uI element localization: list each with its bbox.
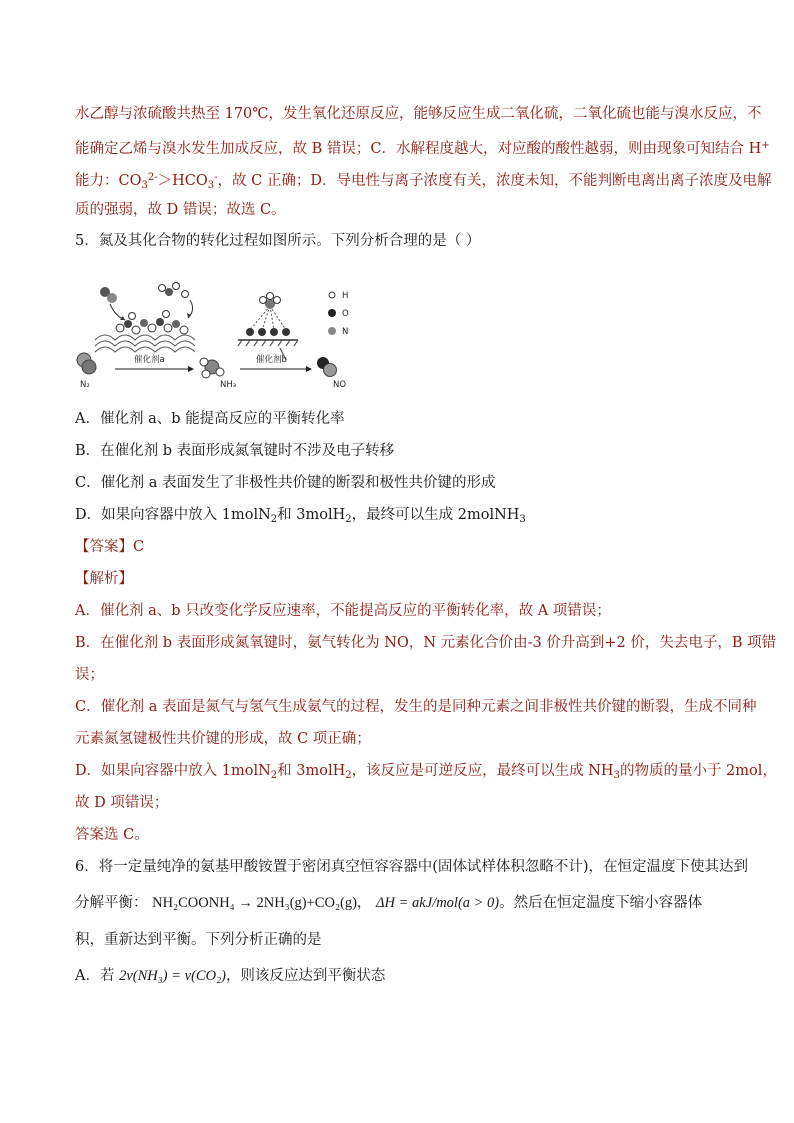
n2-label: N₂ — [80, 380, 90, 390]
q5-analysis-c-2: 元素氮氢键极性共价键的形成，故 C 项正确； — [75, 731, 371, 747]
catalyst-a-surface — [95, 311, 195, 353]
incoming-molecules — [100, 283, 193, 321]
legend-h-label: H — [342, 291, 349, 301]
q5-analysis-b-1: B．在催化剂 b 表面形成氮氧键时，氨气转化为 NO，N 元素化合价由-3 价升高到+2 价，失去电子，B 项错 — [75, 635, 777, 651]
legend-n-label: N — [342, 327, 349, 337]
prev-analysis-line-3: 能力：$CO_3^{2-}>HCO_3^-$，故 C 正确；D．导电性与离子浓度有关，浓度未知，不能判断电离出离子浓度及电解 — [75, 172, 772, 191]
q5-analysis-conclusion: 答案选 C。 — [75, 827, 149, 843]
q5-answer: 【答案】C — [75, 539, 145, 555]
rate-equation: 2v(NH₃) = v(CO₂) — [119, 968, 226, 984]
no-molecule — [317, 357, 337, 377]
reaction-diagram — [70, 268, 370, 394]
question-6-stem-1: 6．将一定量纯净的氨基甲酸铵置于密闭真空恒容容器中(固体试样体积忽略不计)，在恒定温度下使其达到 — [75, 859, 749, 875]
q5-analysis-d-2: 故 D 项错误； — [75, 795, 169, 811]
nh3-molecule — [200, 358, 224, 378]
q5-option-c: C．催化剂 a 表面发生了非极性共价键的断裂和极性共价键的形成 — [75, 475, 496, 491]
question-6-stem-3: 积，重新达到平衡。下列分析正确的是 — [75, 932, 322, 948]
prev-analysis-line-2: 能确定乙烯与溴水发生加成反应，故 B 错误；C．水解程度越大，对应酸的酸性越弱，则由现象可知结合 H+ — [75, 140, 770, 157]
question-6-stem-2: 分解平衡： NH₂COONH₄ → 2NH₃(g)+CO₂(g)， ΔH = akJ/mol(a > 0)。然后在恒定温度下缩小容器体 — [75, 895, 703, 911]
q5-analysis-title: 【解析】 — [75, 571, 133, 587]
question-5-stem: 5．氮及其化合物的转化过程如图所示。下列分析合理的是（ ） — [75, 233, 481, 249]
q5-analysis-d-1: D．如果向容器中放入 1molN$_2$和 3molH$_2$，该反应是可逆反应，最终可以生成 $NH_3$的物质的量小于 2mol， — [75, 763, 777, 781]
n2-molecule — [77, 353, 96, 374]
q5-option-a: A．催化剂 a、b 能提高反应的平衡转化率 — [75, 411, 345, 427]
legend — [328, 291, 349, 337]
prev-analysis-line-4: 质的强弱，故 D 错误；故选 C。 — [75, 202, 286, 218]
q5-analysis-c-1: C．催化剂 a 表面是氮气与氢气生成氨气的过程，发生的是同种元素之间非极性共价键的断裂，生成不同种 — [75, 699, 757, 715]
enthalpy-change: ΔH = akJ/mol(a > 0) — [376, 895, 500, 911]
q5-analysis-a: A．催化剂 a、b 只改变化学反应速率，不能提高反应的平衡转化率，故 A 项错误； — [75, 603, 611, 619]
nh3-label: NH₃ — [220, 380, 237, 390]
q5-analysis-b-2: 误； — [75, 667, 104, 683]
q6-option-a: A．若 2v(NH₃) = v(CO₂)，则该反应达到平衡状态 — [75, 968, 386, 984]
decomposition-equation: NH₂COONH₄ → 2NH₃(g)+CO₂(g) — [152, 895, 357, 911]
q5-option-b: B．在催化剂 b 表面形成氮氧键时不涉及电子转移 — [75, 443, 395, 459]
legend-o-label: O — [342, 309, 349, 319]
catalyst-b-surface — [238, 293, 298, 361]
catalyst-b-label: 催化剂b — [256, 355, 287, 365]
prev-analysis-line-1: 水乙醇与浓硫酸共热至 170℃，发生氧化还原反应，能够反应生成二氧化硫，二氧化硫也能与溴水反应，不 — [75, 106, 762, 122]
no-label: NO — [333, 380, 347, 390]
catalyst-a-label: 催化剂a — [134, 355, 165, 365]
q5-option-d: D．如果向容器中放入 1molN$_2$和 3molH$_2$，最终可以生成 2molNH$_3$ — [75, 507, 526, 525]
